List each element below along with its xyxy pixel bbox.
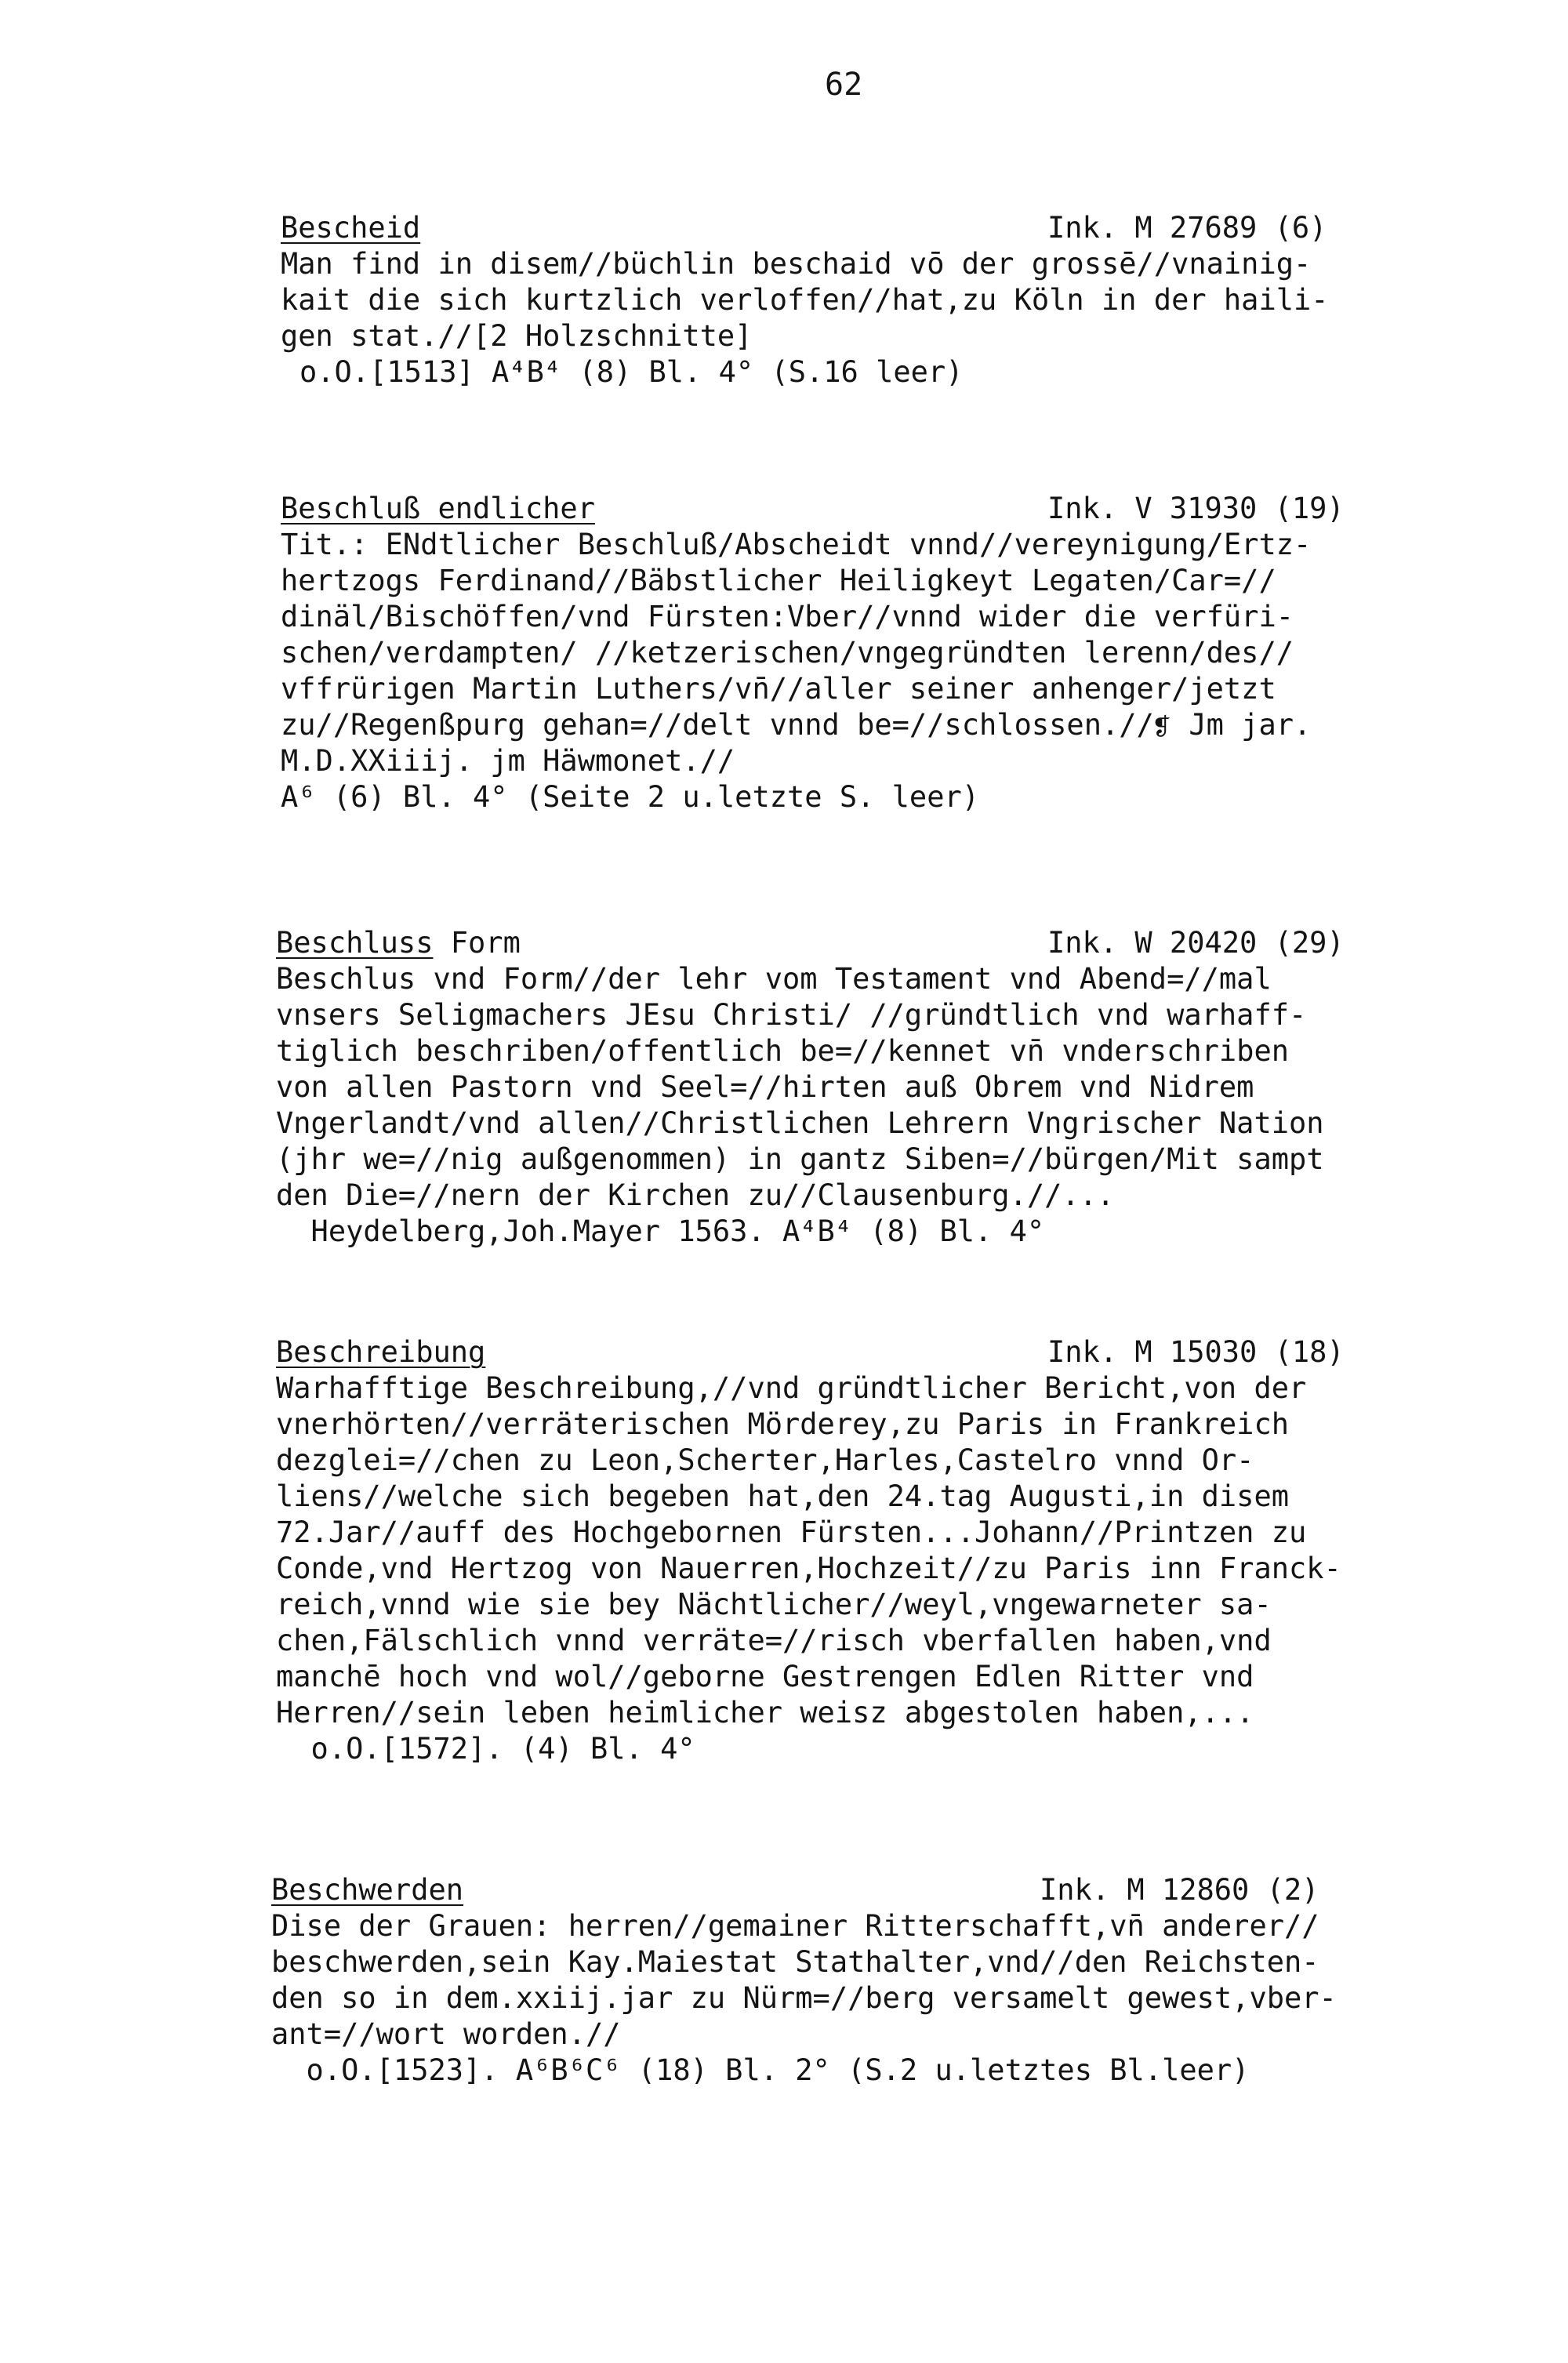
entry-shelfmark: Ink. M 15030 (18) <box>1047 1335 1345 1369</box>
entry-heading-group <box>276 925 521 961</box>
entry-text-line: dinäl/Bischöffen/vnd Fürsten:Vber//vnnd wider die verfüri- <box>281 600 1294 633</box>
entry-text-line: Tit.: ENdtlicher Beschluß/Abscheidt vnnd//vereynigung/Ertz- <box>281 528 1312 561</box>
catalog-entry-bescheid <box>0 210 1568 389</box>
entry-text-line: Herren//sein leben heimlicher weisz abgestolen haben,... <box>276 1696 1254 1730</box>
entry-imprint-line: o.O.[1523]. A⁶B⁶C⁶ (18) Bl. 2° (S.2 u.letztes Bl.leer) <box>271 2053 1250 2087</box>
entry-imprint-line: o.O.[1572]. (4) Bl. 4° <box>276 1732 695 1766</box>
entry-imprint-line: o.O.[1513] A⁴B⁴ (8) Bl. 4° (S.16 leer) <box>299 355 964 389</box>
catalog-entry-beschreibung <box>0 1334 1568 1766</box>
entry-text-line: Warhafftige Beschreibung,//vnd gründtlicher Bericht,von der <box>276 1371 1307 1405</box>
page-number: 62 <box>825 67 863 103</box>
entry-text-line: den so in dem.xxiij.jar zu Nürm=//berg versamelt gewest,vber- <box>271 1981 1337 2015</box>
entry-text-line: Beschlus vnd Form//der lehr vom Testament vnd Abend=//mal <box>276 962 1272 996</box>
entry-heading-rest: Form <box>433 926 521 960</box>
entry-imprint-line: Heydelberg,Joh.Mayer 1563. A⁴B⁴ (8) Bl. 4° <box>276 1214 1045 1248</box>
entry-text-line: schen/verdampten/ //ketzerischen/vngegründten lerenn/des// <box>281 636 1294 670</box>
entry-text-line: Vngerlandt/vnd allen//Christlichen Lehrern Vngrischer Nation <box>276 1106 1324 1140</box>
entry-text-line: zu//Regenßpurg gehan=//delt vnnd be=//schlossen.//❡ Jm jar. <box>281 708 1312 742</box>
entry-text-line: vnerhörten//verräterischen Mörderey,zu Paris in Frankreich <box>276 1407 1290 1441</box>
entry-text-line: M.D.XXiiij. jm Häwmonet.// <box>281 744 735 778</box>
entry-shelfmark: Ink. M 27689 (6) <box>1047 211 1327 245</box>
entry-heading: Beschluss <box>276 926 434 960</box>
entry-text-line: hertzogs Ferdinand//Bäbstlicher Heiligkeyt Legaten/Car=// <box>281 564 1276 597</box>
entry-text-line: Dise der Grauen: herren//gemainer Ritterschafft,vn̄ anderer// <box>271 1909 1319 1943</box>
entry-text-line: kait die sich kurtzlich verloffen//hat,zu Köln in der haili- <box>281 283 1329 317</box>
entry-header <box>0 491 1568 527</box>
entry-text-line: Conde,vnd Hertzog von Nauerren,Hochzeit//zu Paris inn Franck- <box>276 1552 1341 1585</box>
entry-text-line: tiglich beschriben/offentlich be=//kennet vn̄ vnderschriben <box>276 1034 1290 1068</box>
entry-shelfmark: Ink. W 20420 (29) <box>1047 926 1345 960</box>
entry-heading: Bescheid <box>281 211 421 245</box>
entry-heading: Beschluß endlicher <box>281 492 595 525</box>
entry-text-line: beschwerden,sein Kay.Maiestat Stathalter,vnd//den Reichsten- <box>271 1945 1319 1979</box>
entry-text-line: vnsers Seligmachers JEsu Christi/ //gründtlich vnd warhaff- <box>276 998 1307 1032</box>
entry-imprint-line: A⁶ (6) Bl. 4° (Seite 2 u.letzte S. leer) <box>281 780 980 814</box>
entry-text-line: (jhr we=//nig außgenommen) in gantz Siben=//bürgen/Mit sampt <box>276 1142 1324 1176</box>
entry-text-line: 72.Jar//auff des Hochgebornen Fürsten...Johann//Printzen zu <box>276 1515 1307 1549</box>
entry-text-line: liens//welche sich begeben hat,den 24.tag Augusti,in disem <box>276 1479 1290 1513</box>
entry-text-line: reich,vnnd wie sie bey Nächtlicher//weyl,vngewarneter sa- <box>276 1588 1272 1621</box>
entry-shelfmark: Ink. V 31930 (19) <box>1047 492 1345 525</box>
entry-text-line: manchē hoch vnd wol//geborne Gestrengen Edlen Ritter vnd <box>276 1660 1254 1693</box>
entry-header <box>0 1872 1568 1908</box>
entry-text-line: gen stat.//[2 Holzschnitte] <box>281 319 753 353</box>
catalog-entry-beschluss-form <box>0 925 1568 1248</box>
entry-header <box>0 210 1568 246</box>
entry-shelfmark: Ink. M 12860 (2) <box>1040 1873 1319 1907</box>
entry-text-line: den Die=//nern der Kirchen zu//Clausenburg.//... <box>276 1178 1115 1212</box>
entry-header <box>0 1334 1568 1370</box>
entry-text-line: dezglei=//chen zu Leon,Scherter,Harles,Castelro vnnd Or- <box>276 1443 1254 1477</box>
entry-text-line: chen,Fälschlich vnnd verräte=//risch vberfallen haben,vnd <box>276 1624 1272 1657</box>
entry-text-line: ant=//wort worden.// <box>271 2017 621 2051</box>
entry-heading: Beschwerden <box>271 1873 464 1907</box>
entry-text-line: vffrürigen Martin Luthers/vn̄//aller seiner anhenger/jetzt <box>281 672 1276 706</box>
entry-heading: Beschreibung <box>276 1335 486 1369</box>
entry-text-line: von allen Pastorn vnd Seel=//hirten auß Obrem vnd Nidrem <box>276 1070 1254 1104</box>
catalog-entry-beschluss-endlicher <box>0 491 1568 814</box>
entry-text-line: Man find in disem//büchlin beschaid vō der grossē//vnainig- <box>281 247 1312 281</box>
entry-header <box>0 925 1568 961</box>
catalog-entry-beschwerden <box>0 1872 1568 2087</box>
